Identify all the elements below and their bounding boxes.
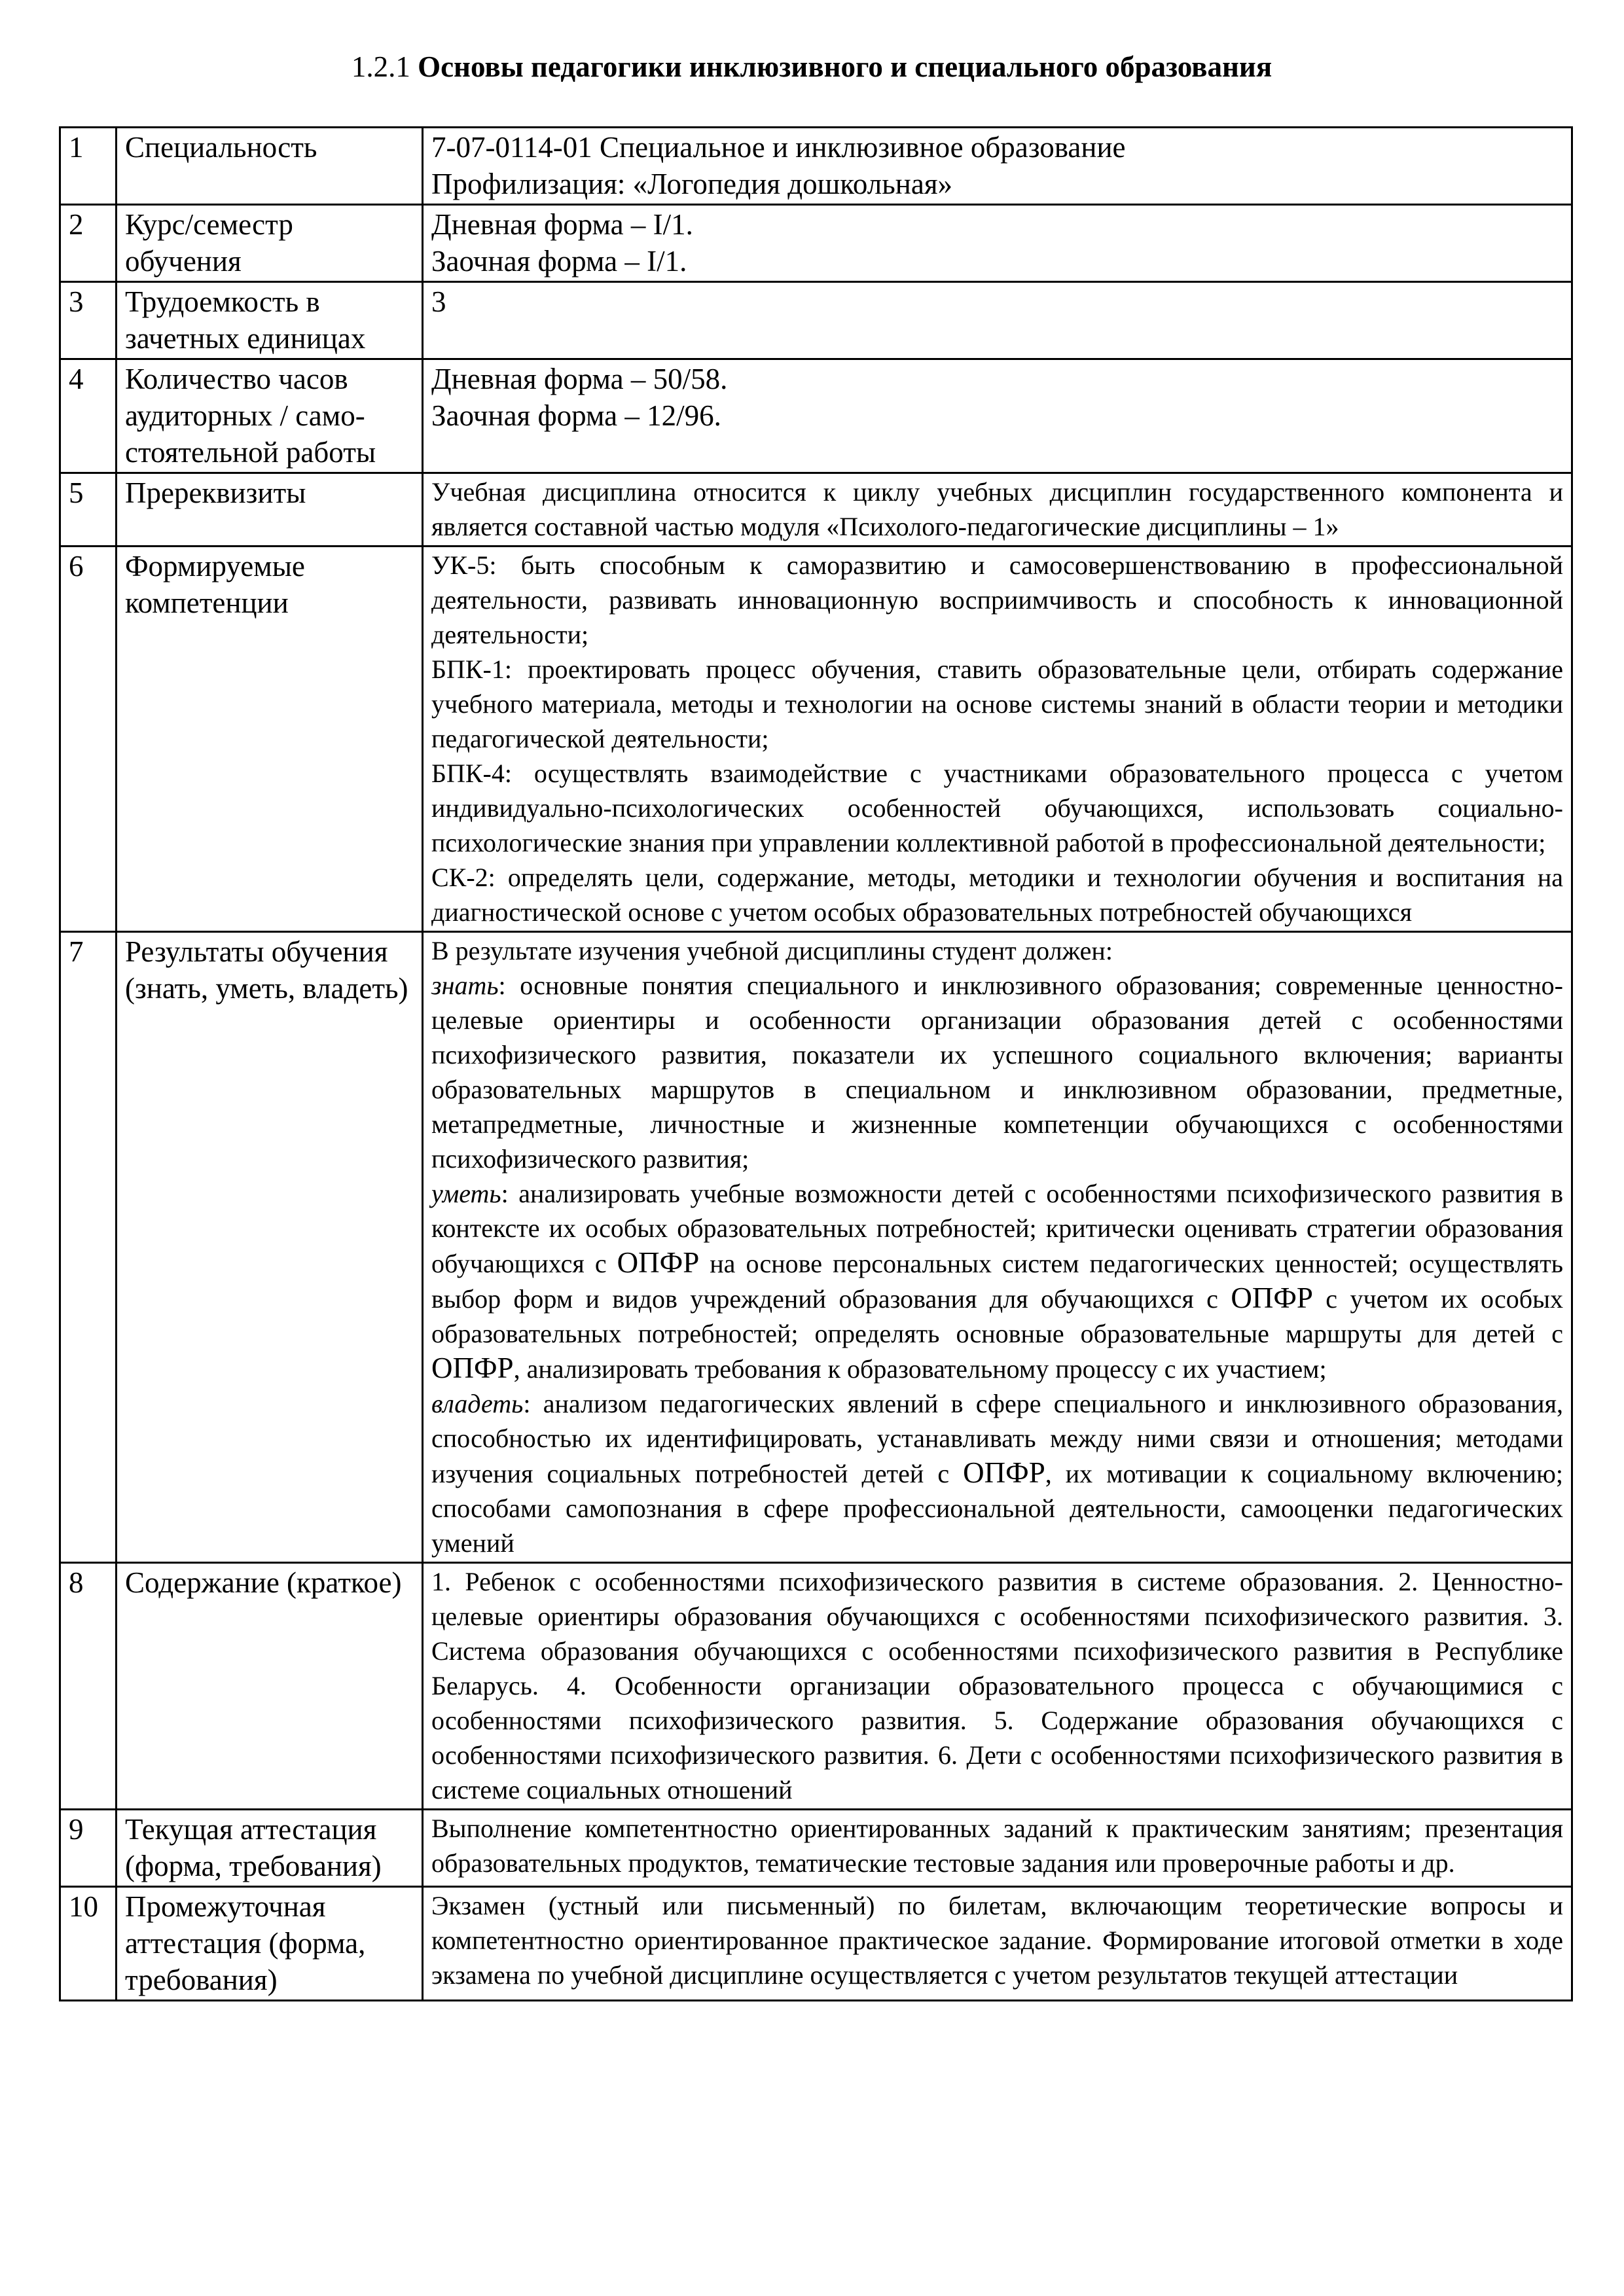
- content-line: 7-07-0114-01 Специальное и инклюзивное образование: [431, 131, 1126, 164]
- row-content: [423, 205, 1572, 282]
- row-content: [423, 547, 1572, 932]
- opfr-abbr: ОПФР: [431, 1352, 514, 1384]
- row-label: Специальность: [117, 128, 423, 205]
- results-know: [431, 968, 1563, 1176]
- table-row: [60, 473, 1572, 547]
- competence-uk5: УК-5: быть способным к саморазвитию и самосовершенствованию в профессиональной деятельности, развивать инновационную восприимчивость и способность к инновационной деятельности;: [431, 550, 1563, 649]
- row-number: 3: [60, 282, 117, 359]
- page-title: [59, 47, 1564, 86]
- results-intro: В результате изучения учебной дисциплины студент должен:: [431, 936, 1113, 965]
- can-text: на основе персональных систем педагогических ценностей; осуществлять выбор форм и видов учреждений образования для обучающихся с: [431, 1249, 1563, 1314]
- table-row: [60, 547, 1572, 932]
- row-content: Учебная дисциплина относится к циклу учебных дисциплин государственного компонента и является составной частью модуля «Психолого-педагогические дисциплины – 1»: [423, 473, 1572, 547]
- competence-bpk1: БПК-1: проектировать процесс обучения, ставить образовательные цели, отбирать содержание учебного материала, методы и технологии на основе системы знаний в области теории и методики педагогической деятельности;: [431, 655, 1563, 753]
- row-label: Трудоемкость в зачетных единицах: [117, 282, 423, 359]
- row-number: 7: [60, 932, 117, 1563]
- own-text: : анализом педагогических явлений в сфере специального и инклюзивного образования, способностью их идентифицировать, устанавливать между ними связи и отношения; методами изучения социальных потребностей детей с: [431, 1389, 1563, 1488]
- own-text: , их мотивации к социальному включению; способами самопознания в сфере профессиональной деятельности, самооценки педагогических умений: [431, 1459, 1563, 1558]
- row-number: 9: [60, 1810, 117, 1887]
- row-content: [423, 282, 1572, 359]
- table-row: [60, 1887, 1572, 2001]
- table-row: [60, 359, 1572, 473]
- table-row: [60, 1563, 1572, 1810]
- title-number: 1.2.1: [351, 50, 410, 83]
- row-number: 5: [60, 473, 117, 547]
- content-line: Заочная форма – I/1.: [431, 245, 687, 278]
- row-content: [423, 932, 1572, 1563]
- row-label: Пререквизиты: [117, 473, 423, 547]
- opfr-abbr: ОПФР: [963, 1456, 1045, 1489]
- competence-sk2: СК-2: определять цели, содержание, методы, методики и технологии обучения и воспитания на диагностической основе с учетом особых образовательных потребностей обучающихся: [431, 863, 1563, 927]
- results-can: [431, 1176, 1563, 1386]
- opfr-abbr: ОПФР: [1231, 1282, 1313, 1314]
- know-term: знать: [431, 971, 499, 1000]
- can-text: с учетом их особых образовательных потребностей; определять основные образовательные маршруты для детей с: [431, 1284, 1563, 1348]
- content-line: Профилизация: «Логопедия дошкольная»: [431, 168, 953, 200]
- content-line: Дневная форма – 50/58.: [431, 363, 728, 395]
- row-label: Текущая аттестация (форма, требования): [117, 1810, 423, 1887]
- course-spec-table: [59, 126, 1573, 2001]
- content-line: Дневная форма – I/1.: [431, 208, 693, 241]
- row-content: [423, 128, 1572, 205]
- can-text: , анализировать требования к образовательному процессу с их участием;: [513, 1354, 1327, 1384]
- row-label: Формируемые компетенции: [117, 547, 423, 932]
- competence-bpk4: БПК-4: осуществлять взаимодействие с участниками образовательного процесса с учетом индивидуально-психологических особенностей обучающихся, использовать социально-психологические знания при управлении коллективной работой в профессиональной деятельности;: [431, 759, 1563, 857]
- know-text: : основные понятия специального и инклюзивного образования; современные ценностно-целевые ориентиры и особенности организации образования детей с особенностями психофизического развития, показатели их успешного социального включения; варианты образовательных маршрутов в специальном и инклюзивном образовании, предметные, метапредметные, личностные и жизненные компетенции обучающихся с особенностями психофизического развития;: [431, 971, 1563, 1174]
- row-number: 6: [60, 547, 117, 932]
- row-content: Экзамен (устный или письменный) по билетам, включающим теоретические вопросы и компетентностно ориентированное практическое задание. Формирование итоговой отметки в ходе экзамена по учебной дисциплине осуществляется с учетом результатов текущей аттестации: [423, 1887, 1572, 2001]
- row-label: Результаты обучения (знать, уметь, владеть): [117, 932, 423, 1563]
- row-number: 10: [60, 1887, 117, 2001]
- row-label: Промежуточная аттестация (форма, требования): [117, 1887, 423, 2001]
- table-row: [60, 932, 1572, 1563]
- results-own: [431, 1386, 1563, 1560]
- row-content: Выполнение компетентностно ориентированных заданий к практическим занятиям; презентация образовательных продуктов, тематические тестовые задания или проверочные работы и др.: [423, 1810, 1572, 1887]
- row-content: [423, 359, 1572, 473]
- own-term: владеть: [431, 1389, 524, 1418]
- content-line: Заочная форма – 12/96.: [431, 399, 721, 432]
- row-content: 1. Ребенок с особенностями психофизического развития в системе образования. 2. Ценностно-целевые ориентиры образования обучающихся с особенностями психофизического развития. 3. Система образования обучающихся с особенностями психофизического развития в Республике Беларусь. 4. Особенности организации образовательного процесса с обучающимися с особенностями психофизического развития. 5. Содержание образования обучающихся с особенностями психофизического развития. 6. Дети с особенностями психофизического развития в системе социальных отношений: [423, 1563, 1572, 1810]
- row-label: Курс/семестр обучения: [117, 205, 423, 282]
- title-text: Основы педагогики инклюзивного и специального образования: [418, 50, 1272, 83]
- row-label: Содержание (краткое): [117, 1563, 423, 1810]
- row-number: 4: [60, 359, 117, 473]
- table-row: [60, 282, 1572, 359]
- content-line: 3: [431, 285, 446, 318]
- table-row: [60, 1810, 1572, 1887]
- can-term: уметь: [431, 1179, 501, 1208]
- table-row: [60, 205, 1572, 282]
- can-text: : анализировать учебные возможности детей с особенностями психофизического развития в контексте их особых образовательных потребностей; критически оценивать стратегии образования обучающихся с: [431, 1179, 1563, 1278]
- opfr-abbr: ОПФР: [617, 1246, 700, 1279]
- row-number: 2: [60, 205, 117, 282]
- row-number: 8: [60, 1563, 117, 1810]
- row-label: Количество часов аудиторных / само-стоятельной работы: [117, 359, 423, 473]
- row-number: 1: [60, 128, 117, 205]
- table-row: [60, 128, 1572, 205]
